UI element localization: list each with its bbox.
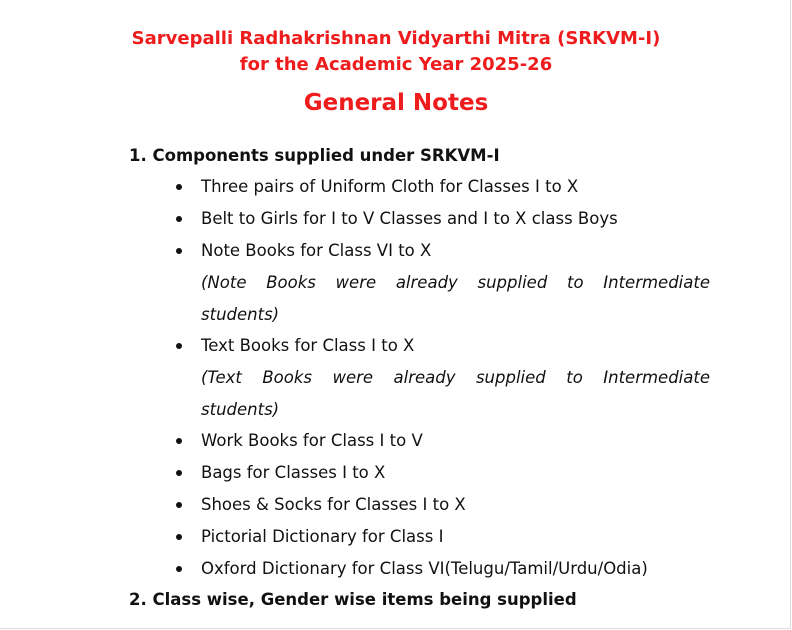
list-item-note: (Text Books were already supplied to Intermediate: [201, 368, 710, 387]
list-item-text: Oxford Dictionary for Class VI(Telugu/Tamil/Urdu/Odia): [201, 559, 648, 578]
list-item-text: Text Books for Class I to X: [201, 336, 415, 355]
list-item-text: Pictorial Dictionary for Class I: [201, 527, 444, 546]
section-heading-components: 1. Components supplied under SRKVM-I: [129, 146, 500, 165]
list-item-text: Three pairs of Uniform Cloth for Classes I to X: [201, 177, 579, 196]
bullet-icon: [176, 470, 182, 476]
document-title: Sarvepalli Radhakrishnan Vidyarthi Mitra (SRKVM-I): [131, 28, 661, 49]
list-item-text: Work Books for Class I to V: [201, 431, 423, 450]
bullet-icon: [176, 566, 182, 572]
bullet-icon: [176, 248, 182, 254]
document-subtitle: for the Academic Year 2025-26: [239, 54, 553, 75]
list-item-note: students): [201, 400, 280, 419]
list-item-text: Shoes & Socks for Classes I to X: [201, 495, 466, 514]
list-item-text: Belt to Girls for I to V Classes and I to X class Boys: [201, 209, 618, 228]
bullet-icon: [176, 534, 182, 540]
bullet-icon: [176, 184, 182, 190]
list-item-text: Bags for Classes I to X: [201, 463, 386, 482]
list-item-note: students): [201, 305, 280, 324]
bullet-icon: [176, 216, 182, 222]
section-heading-class-wise: 2. Class wise, Gender wise items being supplied: [129, 590, 577, 609]
list-item-note: (Note Books were already supplied to Intermediate: [201, 273, 710, 292]
bullet-icon: [176, 502, 182, 508]
bullet-icon: [176, 343, 182, 349]
list-item-text: Note Books for Class VI to X: [201, 241, 432, 260]
bullet-icon: [176, 438, 182, 444]
section-title-general-notes: General Notes: [303, 90, 489, 116]
